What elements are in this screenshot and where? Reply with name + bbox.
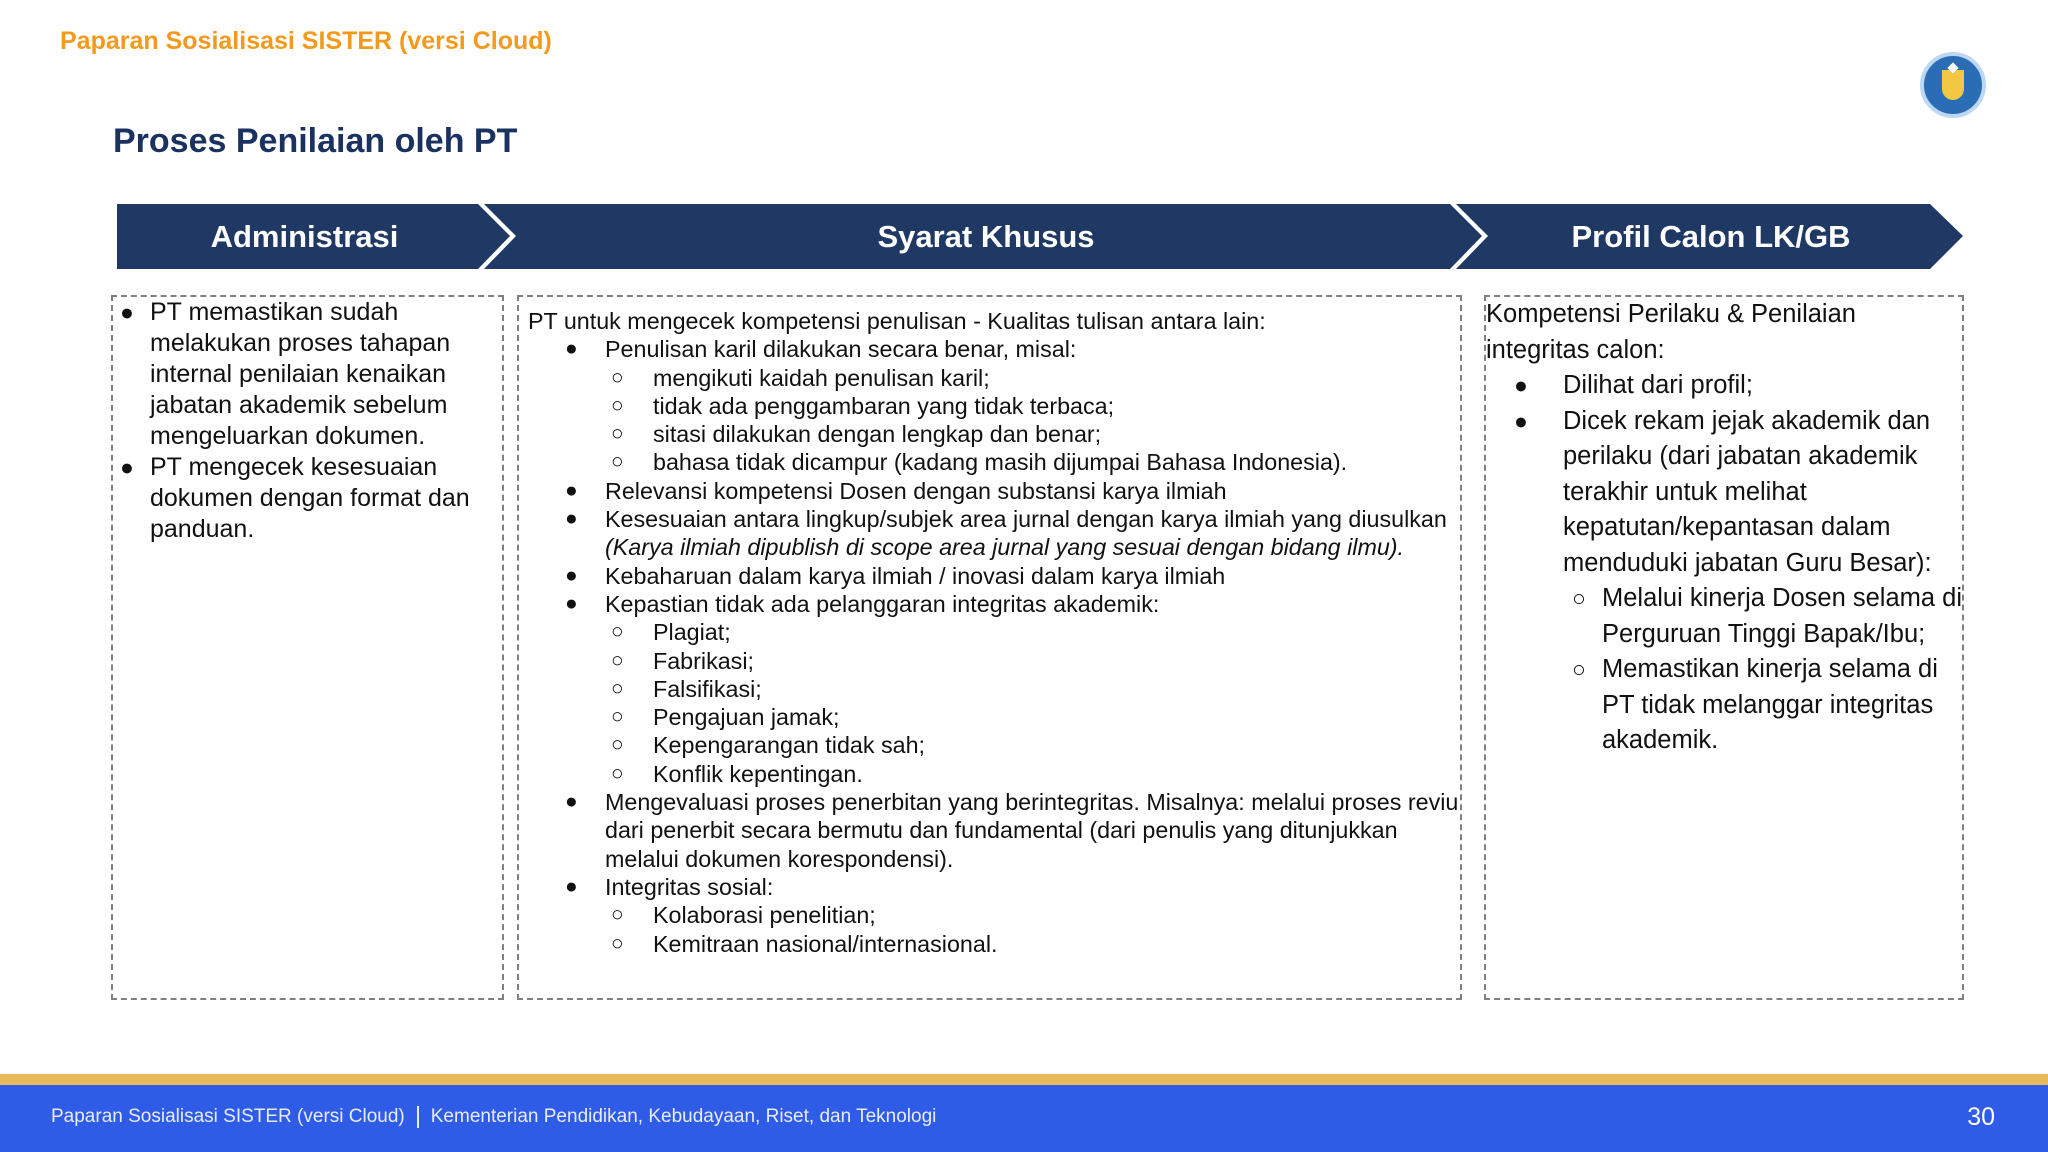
arrow-label-administrasi: Administrasi xyxy=(210,219,399,254)
footer xyxy=(0,1085,2048,1152)
page-title: Proses Penilaian oleh PT xyxy=(113,122,518,160)
list-item: ● Penulisan karil dilakukan secara benar, misal: ○ mengikuti kaidah penulisan karil; ○ tidak ada penggambaran yang tidak terbaca; ○ sitasi dilakukan dengan lengkap dan benar; ○ bahasa tidak dicampur (kadang masih dijumpai Bahasa Indonesia). xyxy=(528,335,1460,476)
list-item: ● Relevansi kompetensi Dosen dengan substansi karya ilmiah xyxy=(528,477,1460,505)
sub-list-item: ○ Konflik kepentingan. xyxy=(528,760,1460,788)
presentation-title: Paparan Sosialisasi SISTER (versi Cloud) xyxy=(60,27,552,55)
sub-list-item: ○ Melalui kinerja Dosen selama di Perguruan Tinggi Bapak/Ibu; xyxy=(1486,581,1962,652)
list-item: ● Dilihat dari profil; xyxy=(1486,368,1962,404)
list-item: ● Kesesuaian antara lingkup/subjek area jurnal dengan karya ilmiah yang diusulkan (Karya ilmiah dipublish di scope area jurnal yang sesuai dengan bidang ilmu). xyxy=(528,505,1460,562)
sub-list-item: ○ mengikuti kaidah penulisan karil; xyxy=(528,364,1460,392)
list-item: ● Kepastian tidak ada pelanggaran integritas akademik: ○ Plagiat; ○ Fabrikasi; ○ Falsifikasi; ○ Pengajuan jamak; ○ Kepengarangan tidak sah; ○ Konflik kepentingan. xyxy=(528,590,1460,788)
administrasi-box xyxy=(111,295,504,1000)
profil-box xyxy=(1484,295,1964,1000)
sub-list-item: ○ sitasi dilakukan dengan lengkap dan benar; xyxy=(528,420,1460,448)
sub-list-item: ○ Fabrikasi; xyxy=(528,647,1460,675)
profil-intro: Kompetensi Perilaku & Penilaian integritas calon: xyxy=(1486,300,1856,364)
list-item: ● PT memastikan sudah melakukan proses tahapan internal penilaian kenaikan jabatan akademik sebelum mengeluarkan dokumen. xyxy=(113,297,502,452)
sub-list-item: ○ bahasa tidak dicampur (kadang masih dijumpai Bahasa Indonesia). xyxy=(528,448,1460,476)
sub-list-item: ○ Kemitraan nasional/internasional. xyxy=(528,930,1460,958)
footer-accent-strip xyxy=(0,1074,2048,1085)
footer-text: Paparan Sosialisasi SISTER (versi Cloud) Kementerian Pendidikan, Kebudayaan, Riset, dan Teknologi xyxy=(51,1106,937,1128)
sub-list-item: ○ Kepengarangan tidak sah; xyxy=(528,731,1460,759)
sub-list-item: ○ Falsifikasi; xyxy=(528,675,1460,703)
arrow-label-syarat-khusus: Syarat Khusus xyxy=(877,219,1095,254)
sub-list-item: ○ Pengajuan jamak; xyxy=(528,703,1460,731)
list-item: ● PT mengecek kesesuaian dokumen dengan format dan panduan. xyxy=(113,452,502,545)
sub-list-item: ○ Plagiat; xyxy=(528,618,1460,646)
page-number: 30 xyxy=(1967,1103,1995,1131)
sub-list-item: ○ tidak ada penggambaran yang tidak terbaca; xyxy=(528,392,1460,420)
sub-list-item: ○ Memastikan kinerja selama di PT tidak melanggar integritas akademik. xyxy=(1486,652,1962,759)
syarat-khusus-intro: PT untuk mengecek kompetensi penulisan - Kualitas tulisan antara lain: xyxy=(528,308,1266,334)
list-item: ● Dicek rekam jejak akademik dan perilaku (dari jabatan akademik terakhir untuk melihat kepatutan/kepantasan dalam menduduki jabatan Guru Besar): ○ Melalui kinerja Dosen selama di Perguruan Tinggi Bapak/Ibu; ○ Memastikan kinerja selama di PT tidak melanggar integritas akademik. xyxy=(1486,404,1962,759)
sub-list-item: ○ Kolaborasi penelitian; xyxy=(528,901,1460,929)
list-item: ● Integritas sosial: ○ Kolaborasi penelitian; ○ Kemitraan nasional/internasional. xyxy=(528,873,1460,958)
syarat-khusus-box xyxy=(517,295,1462,1000)
italic-note: (Karya ilmiah dipublish di scope area jurnal yang sesuai dengan bidang ilmu). xyxy=(605,534,1405,561)
list-item: ● Kebaharuan dalam karya ilmiah / inovasi dalam karya ilmiah xyxy=(528,562,1460,590)
list-item: ● Mengevaluasi proses penerbitan yang berintegritas. Misalnya: melalui proses reviu dari penerbit secara bermutu dan fundamental (dari penulis yang ditunjukkan melalui dokumen korespondensi). xyxy=(528,788,1460,873)
arrow-label-profil: Profil Calon LK/GB xyxy=(1571,219,1851,254)
